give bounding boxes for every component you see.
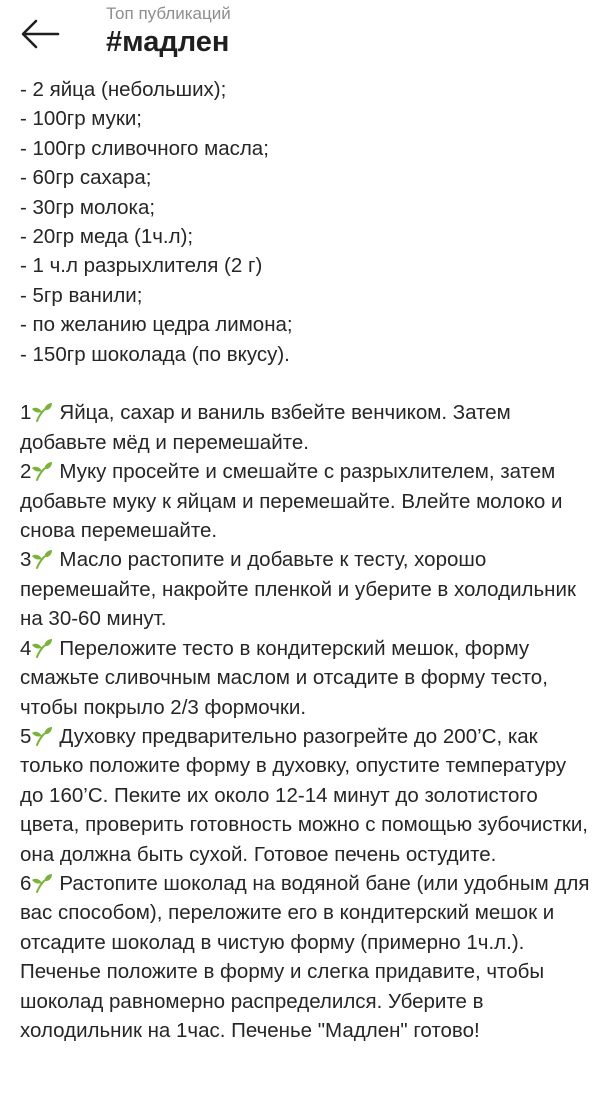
recipe-step bbox=[20, 457, 592, 545]
recipe-step bbox=[20, 398, 592, 457]
recipe-step bbox=[20, 634, 592, 722]
ingredient-list bbox=[20, 75, 592, 369]
ingredient-item: - по желанию цедра лимона; bbox=[20, 313, 293, 337]
ingredient-item: - 1 ч.л разрыхлителя (2 г) bbox=[20, 254, 263, 278]
top-bar bbox=[0, 0, 600, 72]
step-text: Переложите тесто в кондитерский мешок, форму смажьте сливочным маслом и отсадите в форму тесто, чтобы покрыло 2/3 формочки. bbox=[20, 636, 548, 719]
seedling-icon bbox=[31, 873, 53, 893]
header-subtitle: Топ публикаций bbox=[106, 4, 231, 23]
step-list bbox=[20, 398, 592, 1045]
recipe-step bbox=[20, 869, 592, 1045]
step-number: 5 bbox=[20, 724, 32, 748]
step-number: 2 bbox=[20, 460, 32, 484]
ingredient-item: - 60гр сахара; bbox=[20, 166, 152, 190]
step-text: Яйца, сахар и ваниль взбейте венчиком. Затем добавьте мёд и перемешайте. bbox=[20, 401, 511, 454]
ingredient-item: - 100гр муки; bbox=[20, 107, 142, 131]
seedling-icon bbox=[31, 402, 53, 422]
paragraph-gap bbox=[20, 369, 592, 398]
ingredient-item: - 30гр молока; bbox=[20, 195, 156, 219]
step-text: Муку просейте и смешайте с разрыхлителем, затем добавьте муку к яйцам и перемешайте. Влейте молоко и снова перемешайте. bbox=[20, 460, 563, 543]
post-caption bbox=[20, 75, 592, 1045]
step-number: 1 bbox=[20, 401, 32, 425]
ingredient-item: - 100гр сливочного масла; bbox=[20, 136, 269, 160]
back-button[interactable] bbox=[18, 14, 62, 54]
seedling-icon bbox=[31, 549, 53, 569]
ingredient-item: - 5гр ванили; bbox=[20, 283, 143, 307]
ingredient-item: - 150гр шоколада (по вкусу). bbox=[20, 342, 290, 366]
seedling-icon bbox=[31, 726, 53, 746]
recipe-step bbox=[20, 722, 592, 869]
ingredient-item: - 20гр меда (1ч.л); bbox=[20, 225, 194, 249]
hashtag-title: #мадлен bbox=[106, 26, 230, 58]
arrow-left-icon bbox=[18, 14, 62, 54]
seedling-icon bbox=[31, 461, 53, 481]
step-number: 4 bbox=[20, 636, 32, 660]
step-text: Духовку предварительно разогрейте до 200’С, как только положите форму в духовку, опустите температуру до 160’С. Пеките их около 12-14 минут до золотистого цвета, проверить готовность можно с помощью зубочистки, она должна быть сухой. Готовое печень остудите. bbox=[20, 724, 589, 866]
step-number: 3 bbox=[20, 548, 32, 572]
step-number: 6 bbox=[20, 871, 32, 895]
seedling-icon bbox=[31, 638, 53, 658]
step-text: Масло растопите и добавьте к тесту, хорошо перемешайте, накройте пленкой и уберите в холодильник на 30-60 минут. bbox=[20, 548, 576, 631]
recipe-step bbox=[20, 545, 592, 633]
step-text: Растопите шоколад на водяной бане (или удобным для вас способом), переложите его в кондитерский мешок и отсадите шоколад в чистую форму (примерно 1ч.л.). Печенье положите в форму и слегка придавите, чтобы шоколад равномерно распределился. Уберите в холодильник на 1час. Печенье "Мадлен" готово! bbox=[20, 871, 590, 1042]
ingredient-item: - 2 яйца (небольших); bbox=[20, 78, 227, 101]
